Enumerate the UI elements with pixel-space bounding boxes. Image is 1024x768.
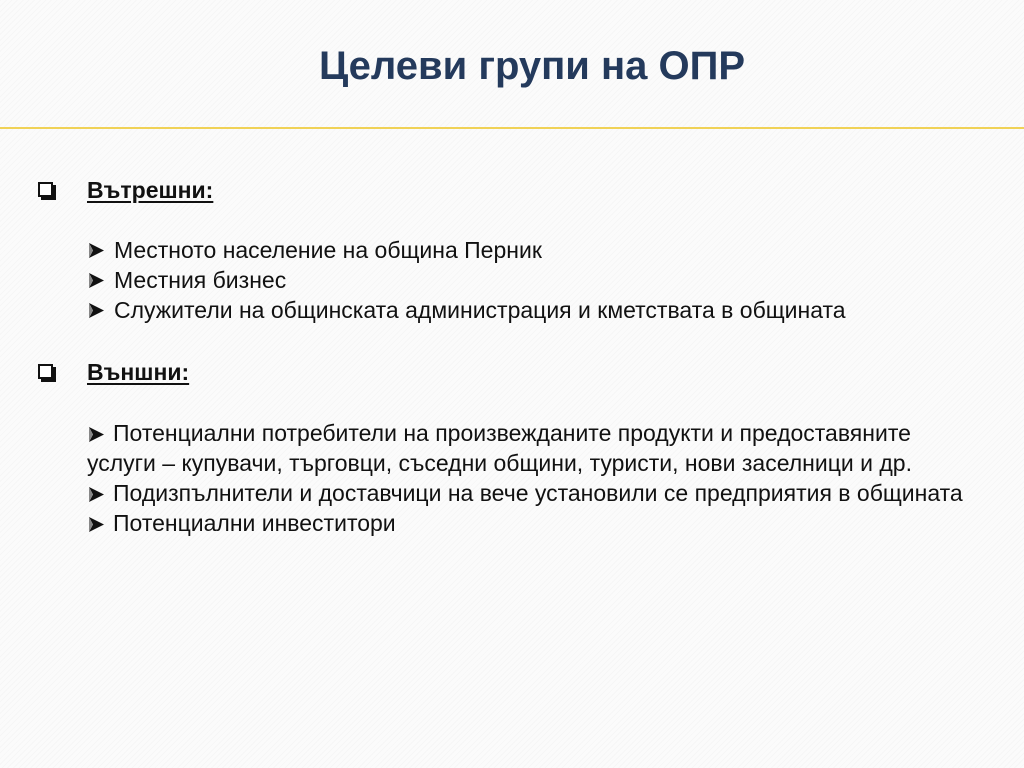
- arrow-bullet-icon: [88, 273, 104, 288]
- list-item: [87, 295, 967, 325]
- list-item: [87, 508, 967, 538]
- list-item: [87, 235, 967, 265]
- list-item: [87, 265, 967, 295]
- arrow-bullet-icon: [88, 427, 104, 442]
- list-item-text: Служители на общинската администрация и кметствата в общината: [114, 297, 846, 323]
- checkbox-icon: [38, 182, 53, 197]
- bullet-list: [87, 235, 967, 325]
- section-heading: [0, 175, 1024, 205]
- checkbox-icon: [38, 364, 53, 379]
- arrow-bullet-icon: [88, 487, 104, 502]
- bullet-list: [87, 418, 967, 538]
- section-label: Външни:: [87, 359, 190, 385]
- list-item-text: Местното население на община Перник: [114, 237, 542, 263]
- title-area: [0, 0, 1024, 127]
- section-label: Вътрешни:: [87, 177, 214, 203]
- arrow-bullet-icon: [88, 243, 104, 258]
- list-item-text: Подизпълнители и доставчици на вече установили се предприятия в общината: [113, 480, 963, 506]
- list-item-text: Местния бизнес: [114, 267, 287, 293]
- slide-title: Целеви групи на ОПР: [318, 44, 746, 88]
- arrow-bullet-icon: [88, 517, 104, 532]
- title-divider: [0, 127, 1024, 129]
- list-item: [87, 478, 967, 508]
- section-heading: [0, 357, 1024, 387]
- list-item-text: Потенциални инвеститори: [113, 510, 396, 536]
- arrow-bullet-icon: [88, 303, 104, 318]
- list-item-text: Потенциални потребители на произвежданите продукти и предоставяните услуги – купувачи, търговци, съседни общини, туристи, нови заселници и др.: [87, 420, 912, 476]
- list-item: [87, 418, 967, 478]
